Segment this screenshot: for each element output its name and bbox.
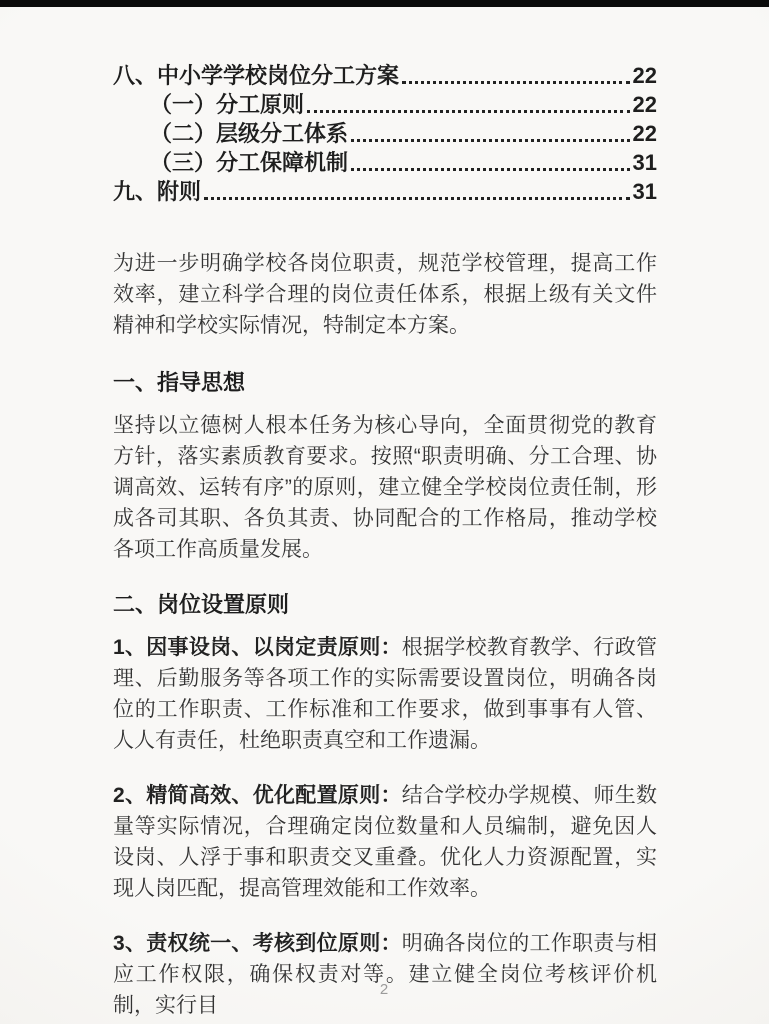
- section1-heading: 一、指导思想: [113, 370, 246, 395]
- top-black-bar: [0, 0, 769, 7]
- toc-entry: [113, 177, 657, 206]
- principle-text: 根据学校教育教学、行政管理、后勤服务等各项工作的实际需要设置岗位，明确各岗位的工作职责、工作标准和工作要求，做到事事有人管、人人有责任，杜绝职责真空和工作遗漏。: [113, 636, 657, 752]
- toc-dot-leader: [351, 139, 630, 142]
- toc-entry: [113, 119, 657, 148]
- toc-dot-leader: [351, 168, 630, 171]
- table-of-contents: [113, 61, 657, 206]
- toc-entry-label: 九、附则: [113, 179, 202, 204]
- toc-dot-leader: [307, 110, 630, 113]
- document-page: [0, 7, 769, 1024]
- principle-lead: 3、责权统一、考核到位原则：: [113, 932, 402, 955]
- principle-paragraph: [113, 780, 657, 904]
- principle-paragraph: [113, 632, 657, 756]
- toc-entry-label: （二）层级分工体系: [150, 121, 349, 146]
- toc-entry: [113, 90, 657, 119]
- toc-entry-label: （一）分工原则: [150, 92, 305, 117]
- toc-page-number: 22: [632, 63, 657, 88]
- principle-paragraph: [113, 928, 657, 1021]
- toc-page-number: 31: [632, 179, 657, 204]
- principle-lead: 1、因事设岗、以岗定责原则：: [113, 636, 402, 659]
- principle-text: 明确各岗位的工作职责与相应工作权限，确保权责对等。建立健全岗位考核评价机制，实行目: [113, 932, 657, 1017]
- toc-page-number: 31: [632, 150, 657, 175]
- toc-entry-label: 八、中小学学校岗位分工方案: [113, 63, 400, 88]
- toc-page-number: 22: [632, 121, 657, 146]
- principles-list: [113, 632, 657, 1021]
- footer-page-number: 2: [379, 981, 390, 998]
- section1-paragraph: 坚持以立德树人根本任务为核心导向，全面贯彻党的教育方针，落实素质教育要求。按照“职责明确、分工合理、协调高效、运转有序”的原则，建立健全学校岗位责任制，形成各司其职、各负其责、协同配合的工作格局，推动学校各项工作高质量发展。: [113, 414, 657, 561]
- principle-text: 结合学校办学规模、师生数量等实际情况，合理确定岗位数量和人员编制，避免因人设岗、人浮于事和职责交叉重叠。优化人力资源配置，实现人岗匹配，提高管理效能和工作效率。: [113, 784, 657, 900]
- toc-entry: [113, 148, 657, 177]
- toc-entry: [113, 61, 657, 90]
- toc-entry-label: （三）分工保障机制: [150, 150, 349, 175]
- toc-dot-leader: [204, 197, 630, 200]
- principle-lead: 2、精简高效、优化配置原则：: [113, 784, 402, 807]
- toc-dot-leader: [402, 81, 630, 84]
- document-body: [113, 248, 657, 1021]
- intro-paragraph: 为进一步明确学校各岗位职责，规范学校管理，提高工作效率，建立科学合理的岗位责任体系，根据上级有关文件精神和学校实际情况，特制定本方案。: [113, 252, 657, 337]
- section2-heading: 二、岗位设置原则: [113, 592, 290, 617]
- toc-page-number: 22: [632, 92, 657, 117]
